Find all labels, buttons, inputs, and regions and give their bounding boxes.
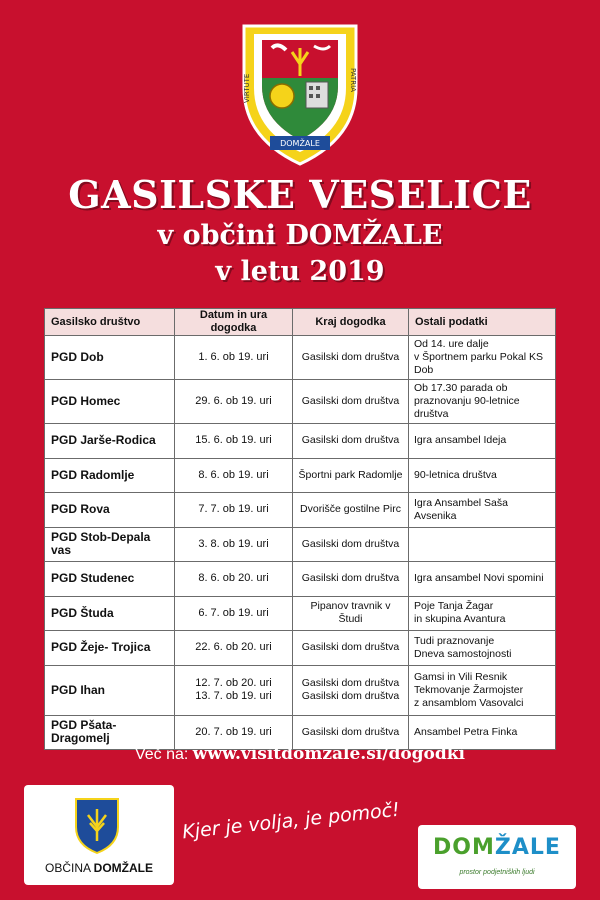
cell-date: 7. 7. ob 19. uri [175,493,293,528]
cell-date [175,665,293,715]
cell-info-text: 90-letnica društva [414,468,497,481]
website-link[interactable]: www.visitdomzale.si/dogodki [192,744,466,764]
cell-date: 8. 6. ob 19. uri [175,458,293,493]
cell-place: Športni park Radomlje [293,458,409,493]
table-row [45,493,556,528]
header-date: Datum in ura dogodka [175,309,293,336]
title-year: v letu 2019 [215,256,385,287]
cell-info [409,562,556,597]
cell-society: PGD Homec [45,380,175,424]
cell-place: Pipanov travnik v Študi [293,596,409,631]
table-row [45,631,556,666]
cell-place [293,665,409,715]
cell-info [409,493,556,528]
cell-place: Gasilski dom društva [293,715,409,750]
cell-society: PGD Studenec [45,562,175,597]
brand-tagline: prostor podjetniških ljudi [459,869,535,876]
brand-logo [418,825,576,889]
header-info: Ostali podatki [409,309,556,336]
municipality-shield-icon [74,797,120,855]
municipality-label-prefix: OBČINA [44,861,94,875]
page-title: GASILSKE VESELICE [68,172,532,217]
cell-date: 1. 6. ob 19. uri [175,336,293,380]
cell-place: Gasilski dom društva [293,631,409,666]
header-society: Gasilsko društvo [45,309,175,336]
brand-wordmark-part-a: DOM [433,835,495,860]
cell-date: 22. 6. ob 20. uri [175,631,293,666]
cell-society: PGD Rova [45,493,175,528]
cell-place: Gasilski dom društva [293,380,409,424]
events-table [44,308,556,750]
cell-info [409,527,556,562]
cell-place: Dvorišče gostilne Pirc [293,493,409,528]
table-row [45,380,556,424]
cell-info [409,665,556,715]
cell-info [409,380,556,424]
table-row [45,562,556,597]
header-place: Kraj dogodka [293,309,409,336]
cell-society: PGD Pšata-Dragomelj [45,715,175,750]
more-info-line [0,744,600,764]
cell-place-text: Gasilski dom društva Gasilski dom društva [301,677,400,702]
cell-info [409,424,556,459]
table-row [45,336,556,380]
cell-info-text: Poje Tanja Žagar in skupina Avantura [414,600,506,626]
cell-society: PGD Radomlje [45,458,175,493]
emblem-bottom-text: DOMŽALE [280,139,320,148]
cell-place: Gasilski dom društva [293,336,409,380]
cell-info-text: Ob 17.30 parada ob praznovanju 90-letnice društva [414,382,520,420]
cell-society: PGD Študa [45,596,175,631]
cell-date: 8. 6. ob 20. uri [175,562,293,597]
table-row [45,527,556,562]
cell-info [409,458,556,493]
cell-info-text: Tudi praznovanje Dneva samostojnosti [414,634,512,660]
more-info-label: Več na: [134,746,189,763]
cell-place: Gasilski dom društva [293,424,409,459]
emblem-left-text: VIRTUTE [243,73,251,103]
municipality-label-name: DOMŽALE [93,861,153,875]
cell-info-text: Igra Ansambel Saša Avsenika [414,496,508,522]
table-row [45,665,556,715]
title-municipality: v občini DOMŽALE [157,220,443,251]
cell-date: 20. 7. ob 19. uri [175,715,293,750]
slogan: Kjer je volja, je pomoč! [181,798,401,844]
fire-brigade-emblem-icon [232,18,368,168]
cell-date: 29. 6. ob 19. uri [175,380,293,424]
cell-place: Gasilski dom društva [293,527,409,562]
cell-info [409,596,556,631]
table-row [45,596,556,631]
municipality-logo [24,785,174,885]
cell-info-text: Igra ansambel Novi spomini [414,572,544,585]
cell-date: 15. 6. ob 19. uri [175,424,293,459]
cell-info-text: Ansambel Petra Finka [414,725,518,738]
cell-society: PGD Stob-Depala vas [45,527,175,562]
cell-info [409,336,556,380]
cell-society: PGD Dob [45,336,175,380]
cell-info [409,631,556,666]
cell-date-text: 12. 7. ob 20. uri 13. 7. ob 19. uri [195,677,272,702]
cell-society: PGD Žeje- Trojica [45,631,175,666]
table-row [45,458,556,493]
cell-society: PGD Jarše-Rodica [45,424,175,459]
cell-date: 3. 8. ob 19. uri [175,527,293,562]
cell-place: Gasilski dom društva [293,562,409,597]
table-header-row [45,309,556,336]
emblem-right-text: PATRIA [349,68,357,93]
municipality-label [24,861,174,875]
title-block [0,172,600,290]
cell-info-text: Igra ansambel Ideja [414,434,507,447]
brand-wordmark [426,835,568,860]
cell-society: PGD Ihan [45,665,175,715]
cell-date: 6. 7. ob 19. uri [175,596,293,631]
brand-wordmark-part-b: ŽALE [494,835,561,860]
cell-info-text: Gamsi in Vili Resnik Tekmovanje Žarmojster z ansamblom Vasovalci [414,670,524,709]
cell-info-text: Od 14. ure dalje v Športnem parku Pokal KS Dob [414,338,543,376]
table-row [45,424,556,459]
